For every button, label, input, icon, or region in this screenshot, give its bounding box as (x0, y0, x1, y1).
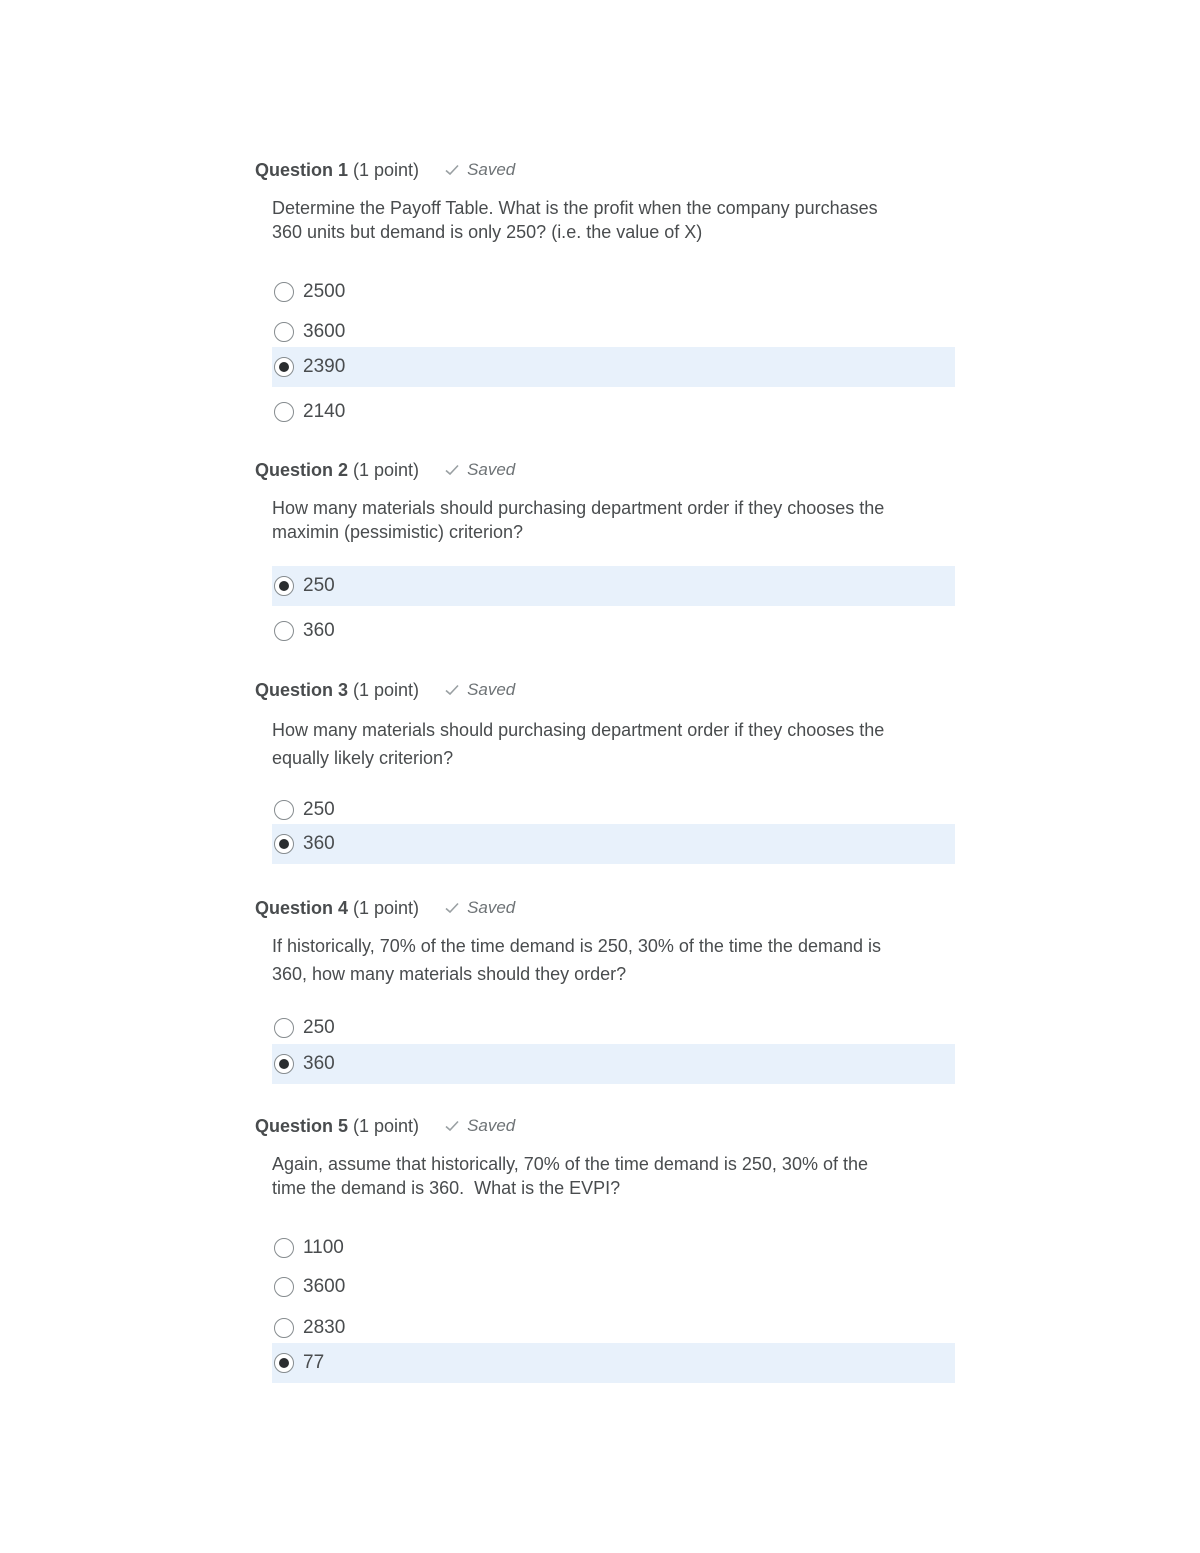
question-text (272, 1152, 962, 1200)
saved-label: Saved (467, 1116, 516, 1135)
radio-button[interactable] (274, 1318, 294, 1338)
question-1 (255, 158, 955, 422)
question-3 (255, 678, 955, 854)
saved-label: Saved (467, 898, 516, 917)
checkmark-icon (445, 164, 459, 176)
answer-option-selected[interactable] (272, 1044, 955, 1084)
radio-button[interactable] (274, 282, 294, 302)
radio-button-checked[interactable] (274, 1054, 294, 1074)
checkmark-icon (445, 902, 459, 914)
saved-status (445, 160, 515, 180)
question-text (272, 496, 962, 544)
option-label: 250 (303, 1017, 335, 1038)
question-text-line: If historically, 70% of the time demand is 250, 30% of the time the demand is (272, 936, 881, 956)
question-text-line: time the demand is 360. What is the EVPI? (272, 1178, 621, 1198)
answer-option-selected[interactable] (272, 1343, 955, 1383)
radio-button[interactable] (274, 322, 294, 342)
question-text-line: Determine the Payoff Table. What is the profit when the company purchases (272, 198, 878, 218)
question-header (255, 458, 955, 482)
answer-option[interactable] (272, 1267, 955, 1307)
question-text-line: How many materials should purchasing department order if they chooses the (272, 498, 885, 518)
option-label: 360 (303, 833, 335, 854)
question-text-line: 360 units but demand is only 250? (i.e. the value of X) (272, 222, 703, 242)
question-header (255, 896, 955, 920)
radio-button-checked[interactable] (274, 834, 294, 854)
answer-option-selected[interactable] (272, 566, 955, 606)
question-title: Question 5 (255, 1115, 349, 1136)
question-text (272, 196, 962, 244)
saved-status (445, 680, 515, 700)
answer-option[interactable] (272, 1008, 955, 1048)
option-label: 360 (303, 620, 335, 641)
question-text-line: Again, assume that historically, 70% of the time demand is 250, 30% of the (272, 1154, 868, 1174)
answer-option-selected[interactable] (272, 347, 955, 387)
saved-status (445, 898, 515, 918)
answer-option-selected[interactable] (272, 824, 955, 864)
question-4 (255, 896, 955, 1074)
radio-button[interactable] (274, 800, 294, 820)
checkmark-icon (445, 464, 459, 476)
radio-button[interactable] (274, 1277, 294, 1297)
option-label: 2500 (303, 281, 346, 302)
question-text-line: equally likely criterion? (272, 748, 454, 768)
radio-button[interactable] (274, 1018, 294, 1038)
question-title: Question 2 (255, 459, 349, 480)
question-header (255, 1114, 955, 1138)
checkmark-icon (445, 684, 459, 696)
option-label: 77 (303, 1352, 325, 1373)
answer-option[interactable] (272, 1228, 955, 1268)
checkmark-icon (445, 1120, 459, 1132)
question-points: (1 point) (353, 897, 420, 918)
question-text-line: How many materials should purchasing department order if they chooses the (272, 720, 885, 740)
question-points: (1 point) (353, 1115, 420, 1136)
question-title: Question 1 (255, 159, 349, 180)
saved-label: Saved (467, 160, 516, 179)
option-label: 360 (303, 1053, 335, 1074)
saved-label: Saved (467, 460, 516, 479)
answer-option[interactable] (272, 611, 955, 651)
question-text-line: 360, how many materials should they order? (272, 964, 627, 984)
question-text (272, 932, 962, 988)
answer-option[interactable] (272, 1308, 955, 1348)
option-label: 2140 (303, 401, 346, 422)
option-label: 3600 (303, 321, 346, 342)
radio-button-checked[interactable] (274, 576, 294, 596)
question-points: (1 point) (353, 459, 420, 480)
question-2 (255, 458, 955, 641)
question-title: Question 4 (255, 897, 349, 918)
question-header (255, 678, 955, 702)
answer-option[interactable] (272, 392, 955, 432)
option-label: 250 (303, 575, 335, 596)
saved-status (445, 1116, 515, 1136)
saved-status (445, 460, 515, 480)
question-header (255, 158, 955, 182)
question-points: (1 point) (353, 159, 420, 180)
answer-option[interactable] (272, 312, 955, 352)
radio-button-checked[interactable] (274, 1353, 294, 1373)
question-5 (255, 1114, 955, 1373)
radio-button-checked[interactable] (274, 357, 294, 377)
question-points: (1 point) (353, 679, 420, 700)
option-label: 3600 (303, 1276, 346, 1297)
option-label: 2830 (303, 1317, 346, 1338)
saved-label: Saved (467, 680, 516, 699)
radio-button[interactable] (274, 621, 294, 641)
option-label: 250 (303, 799, 335, 820)
question-text (272, 716, 962, 772)
answer-option[interactable] (272, 272, 955, 312)
option-label: 2390 (303, 356, 346, 377)
question-title: Question 3 (255, 679, 349, 700)
radio-button[interactable] (274, 402, 294, 422)
option-label: 1100 (303, 1237, 344, 1258)
radio-button[interactable] (274, 1238, 294, 1258)
question-text-line: maximin (pessimistic) criterion? (272, 522, 524, 542)
